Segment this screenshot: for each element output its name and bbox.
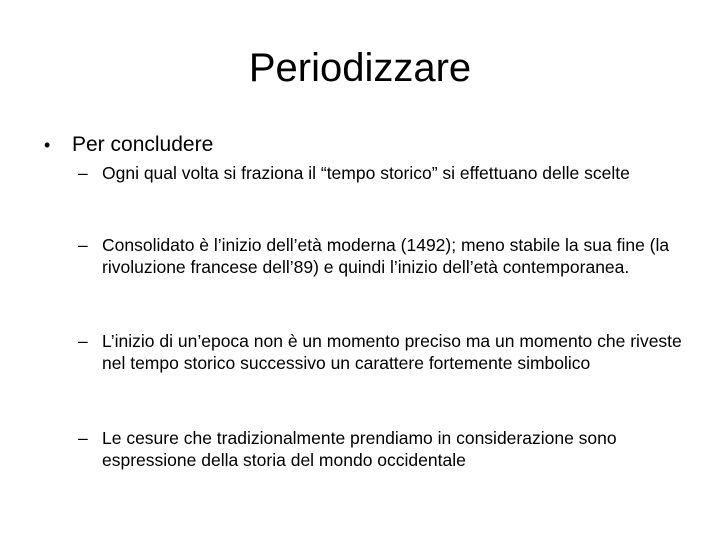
dash-marker: – (78, 163, 88, 183)
slide-title: Periodizzare (248, 46, 472, 90)
sub-bullet-2 (78, 234, 688, 278)
sub-bullet-text: Le cesure che tradizionalmente prendiamo in considerazione sono espressione della storia del mondo occidentale (102, 428, 617, 470)
sub-bullet-1 (78, 162, 688, 184)
dash-marker: – (78, 235, 88, 255)
dash-marker: – (78, 331, 88, 351)
dash-marker: – (78, 428, 88, 448)
main-bullet (44, 132, 213, 158)
sub-bullet-4 (78, 427, 688, 471)
sub-bullet-text: Consolidato è l’inizio dell’età moderna (1492); meno stabile la sua fine (la rivoluzione francese dell’89) e quindi l’inizio dell’età contemporanea. (102, 235, 670, 277)
sub-bullet-text: Ogni qual volta si fraziona il “tempo storico” si effettuano delle scelte (102, 163, 630, 183)
sub-bullet-3 (78, 330, 688, 374)
main-bullet-text: Per concludere (72, 133, 214, 156)
bullet-marker: • (44, 135, 51, 155)
sub-bullet-text: L’inizio di un’epoca non è un momento preciso ma un momento che riveste nel tempo storico successivo un carattere fortemente simbolico (102, 331, 682, 373)
